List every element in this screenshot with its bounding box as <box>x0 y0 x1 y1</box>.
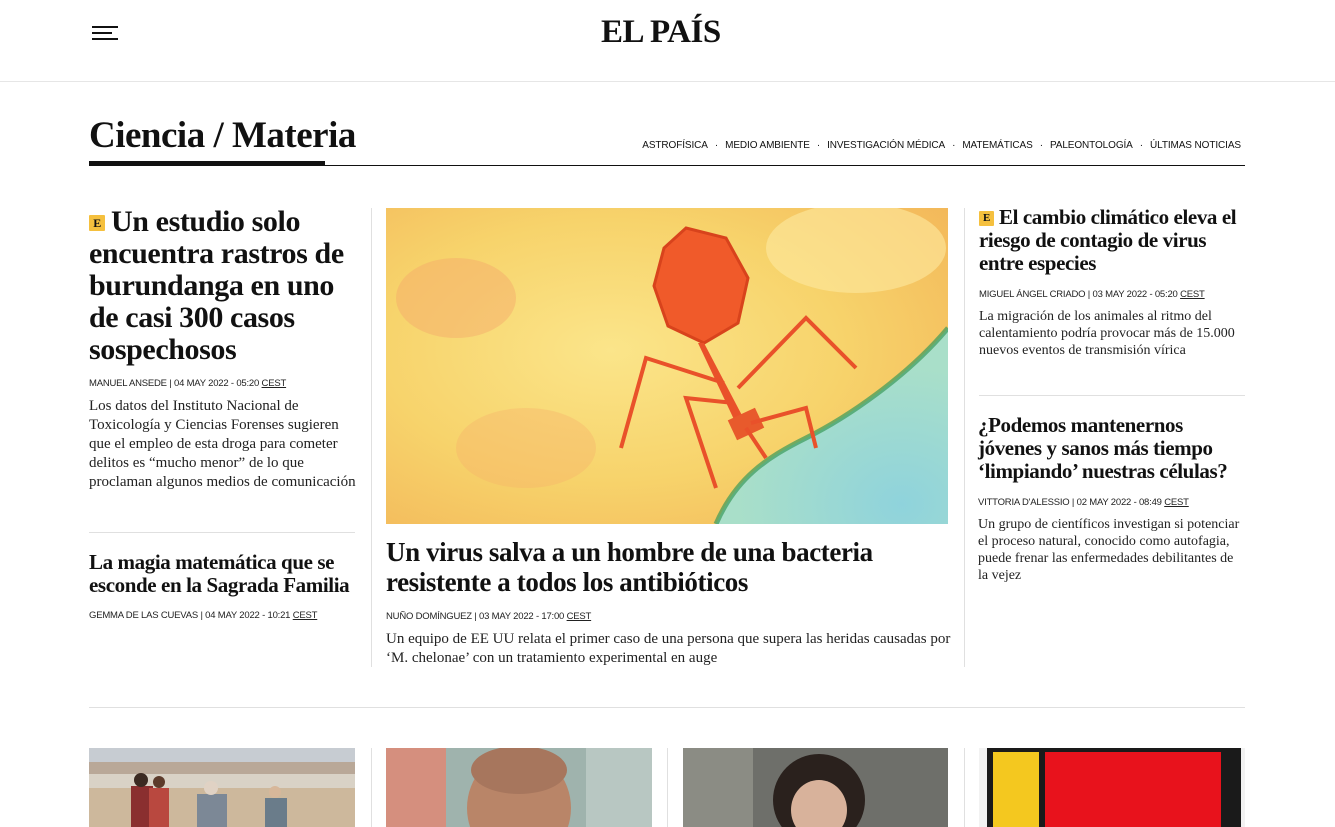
thumbnail-beach-people-image[interactable] <box>89 748 355 827</box>
author-link[interactable]: GEMMA DE LAS CUEVAS <box>89 610 198 621</box>
row-divider <box>89 707 1245 708</box>
hamburger-menu-icon[interactable] <box>92 24 120 42</box>
article-summary: Un grupo de científicos investigan si potenciar el proceso natural, conocido como autofagia, puede frenar las enfermedades debilitantes de la vejez <box>978 517 1240 583</box>
timezone-label: CEST <box>1180 289 1205 300</box>
author-link[interactable]: NUÑO DOMÍNGUEZ <box>386 611 472 622</box>
article-date: 04 MAY 2022 - 05:20 <box>173 378 260 389</box>
hero-headline[interactable]: Un virus salva a un hombre de una bacteria resistente a todos los antibióticos <box>386 537 873 597</box>
article-date: 03 MAY 2022 - 17:00 <box>479 611 565 622</box>
article-date: 02 MAY 2022 - 08:49 <box>1076 497 1162 508</box>
hero-article-image[interactable] <box>386 208 948 524</box>
subnav-item-ultimas-noticias[interactable]: ÚLTIMAS NOTICIAS <box>1149 140 1241 151</box>
subnav-item-medio-ambiente[interactable]: MEDIO AMBIENTE <box>725 140 810 151</box>
thumbnail-woman-portrait-image[interactable] <box>683 748 948 827</box>
site-logo[interactable]: EL PAÍS <box>601 14 721 50</box>
article-headline[interactable]: E Un estudio solo encuentra rastros de burundanga en uno de casi 300 casos sospechosos <box>89 205 344 366</box>
thumbnail-flag-image[interactable] <box>979 748 1245 827</box>
subnav-separator: · <box>1139 140 1143 151</box>
section-divider <box>89 165 1245 166</box>
article-byline: VITTORIA D'ALESSIO | 02 MAY 2022 - 08:49 CEST <box>978 497 1189 508</box>
article-headline[interactable]: ¿Podemos mantenernos jóvenes y sanos más tiempo ‘limpiando’ nuestras células? <box>978 413 1228 483</box>
section-title[interactable]: Ciencia / Materia <box>89 115 356 156</box>
article-byline: MANUEL ANSEDE | 04 MAY 2022 - 05:20 CEST <box>89 378 287 389</box>
author-link[interactable]: VITTORIA D'ALESSIO <box>978 497 1070 508</box>
subnav-item-matematicas[interactable]: MATEMÁTICAS <box>962 140 1033 151</box>
article-byline: NUÑO DOMÍNGUEZ | 03 MAY 2022 - 17:00 CEST <box>386 611 592 622</box>
article-hero <box>386 537 951 668</box>
exclusive-badge-icon: E <box>89 215 105 231</box>
article-headline[interactable]: E El cambio climático eleva el riesgo de contagio de virus entre especies <box>979 205 1237 275</box>
article-byline: MIGUEL ÁNGEL CRIADO | 03 MAY 2022 - 05:20 CEST <box>979 289 1205 300</box>
article-summary: La migración de los animales al ritmo del calentamiento podría provocar más de 15.000 nuevos eventos de transmisión vírica <box>979 309 1235 358</box>
top-bar <box>0 0 1335 82</box>
article-divider <box>89 532 355 533</box>
subnav-item-investigacion-medica[interactable]: INVESTIGACIÓN MÉDICA <box>827 140 946 151</box>
article-right-first <box>979 206 1245 359</box>
author-link[interactable]: MIGUEL ÁNGEL CRIADO <box>979 289 1086 300</box>
timezone-label: CEST <box>261 378 287 389</box>
column-divider <box>964 748 965 827</box>
timezone-label: CEST <box>566 611 592 622</box>
article-divider <box>979 395 1245 396</box>
subnav-separator: · <box>714 140 719 151</box>
article-date: 04 MAY 2022 - 10:21 <box>205 610 291 621</box>
article-right-second <box>978 414 1244 584</box>
timezone-label: CEST <box>1164 497 1189 508</box>
column-divider <box>371 748 372 827</box>
author-link[interactable]: MANUEL ANSEDE <box>89 378 167 389</box>
subnav-separator: · <box>952 140 956 151</box>
article-summary: Un equipo de EE UU relata el primer caso de una persona que supera las heridas causadas por ‘M. chelonae’ con un tratamiento experimental en auge <box>386 631 951 666</box>
column-divider <box>964 208 965 667</box>
subnav-item-astrofisica[interactable]: ASTROFÍSICA <box>642 140 708 151</box>
article-headline[interactable]: La magia matemática que se esconde en la Sagrada Familia <box>89 550 350 597</box>
exclusive-badge-icon: E <box>979 211 994 226</box>
article-summary: Los datos del Instituto Nacional de Toxicología y Ciencias Forenses sugieren que el empleo de esta droga para cometer delitos es “mucho menor” de lo que proclaman algunos medios de comunicación <box>89 398 356 490</box>
article-lead-left <box>89 206 357 492</box>
column-divider <box>371 208 372 667</box>
subnav-separator: · <box>1039 140 1043 151</box>
subnav-separator: · <box>816 140 821 151</box>
article-left-second <box>89 551 357 621</box>
section-subnav <box>642 140 1241 151</box>
article-date: 03 MAY 2022 - 05:20 <box>1092 289 1178 300</box>
column-divider <box>667 748 668 827</box>
thumbnail-man-portrait-image[interactable] <box>386 748 652 827</box>
subnav-item-paleontologia[interactable]: PALEONTOLOGÍA <box>1049 140 1133 151</box>
article-byline: GEMMA DE LAS CUEVAS | 04 MAY 2022 - 10:21 CEST <box>89 610 318 621</box>
timezone-label: CEST <box>292 610 318 621</box>
